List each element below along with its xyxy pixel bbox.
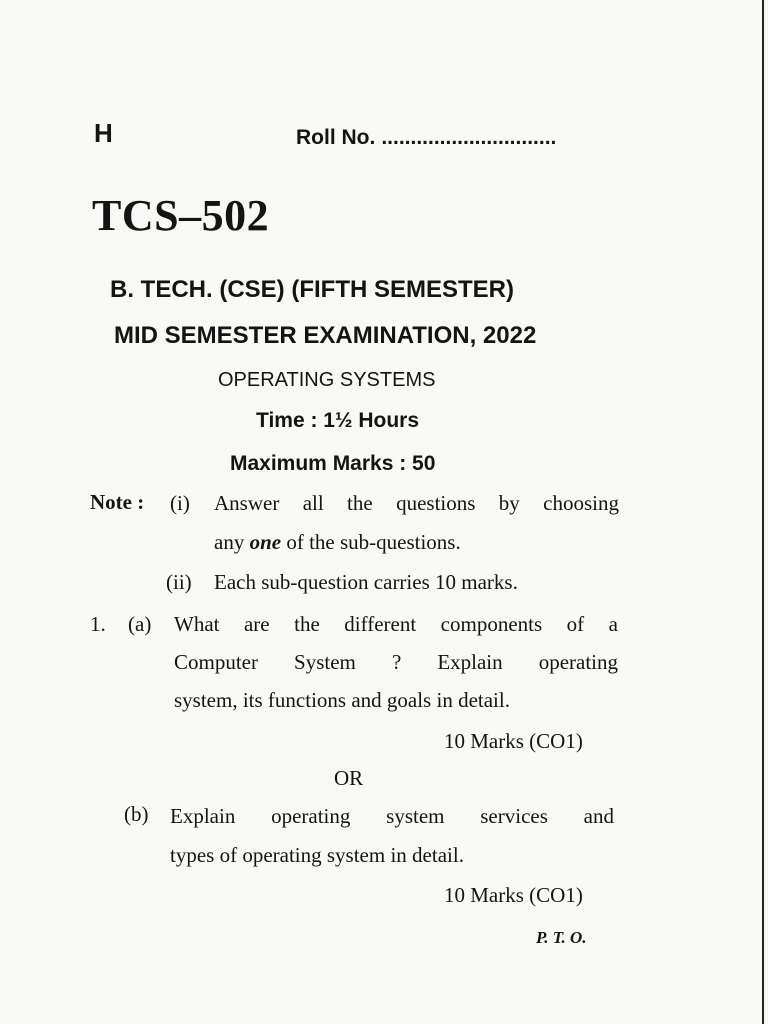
question-text-line: Computer System ? Explain operating [174, 650, 618, 674]
maximum-marks: Maximum Marks : 50 [230, 452, 436, 475]
question-marks: 10 Marks (CO1) [444, 729, 583, 753]
note-item-text-continued [214, 530, 461, 555]
note-text-fragment: of the sub-questions. [281, 530, 461, 554]
set-code: H [94, 118, 113, 148]
note-item-number: (ii) [166, 570, 192, 594]
sub-question-label: (b) [124, 802, 149, 826]
question-marks: 10 Marks (CO1) [444, 883, 583, 907]
roll-number-label: Roll No. [296, 126, 376, 149]
note-item-number: (i) [170, 491, 190, 515]
or-separator: OR [334, 766, 364, 790]
question-text-line: types of operating system in detail. [170, 843, 464, 867]
note-text-fragment: any [214, 530, 250, 554]
please-turn-over: P. T. O. [536, 928, 587, 947]
paper-code: TCS–502 [92, 191, 270, 240]
roll-number-blank: .............................. [381, 126, 557, 149]
question-text-line: What are the different components of a [174, 612, 618, 636]
question-text-line: Explain operating system services and [170, 804, 614, 828]
exam-duration: Time : 1½ Hours [256, 409, 419, 432]
note-item-text: Answer all the questions by choosing [214, 491, 619, 515]
subject-title: OPERATING SYSTEMS [218, 369, 436, 391]
note-item-text: Each sub-question carries 10 marks. [214, 570, 518, 594]
note-label: Note : [90, 490, 145, 514]
question-text-line: system, its functions and goals in detail. [174, 688, 510, 712]
sub-question-label: (a) [128, 612, 152, 636]
question-number: 1. [90, 612, 106, 636]
roll-number-field [296, 126, 556, 150]
scan-edge-line [762, 0, 764, 1024]
note-emphasis: one [249, 530, 282, 554]
course-title: B. TECH. (CSE) (FIFTH SEMESTER) [110, 276, 514, 303]
exam-title: MID SEMESTER EXAMINATION, 2022 [114, 322, 537, 349]
